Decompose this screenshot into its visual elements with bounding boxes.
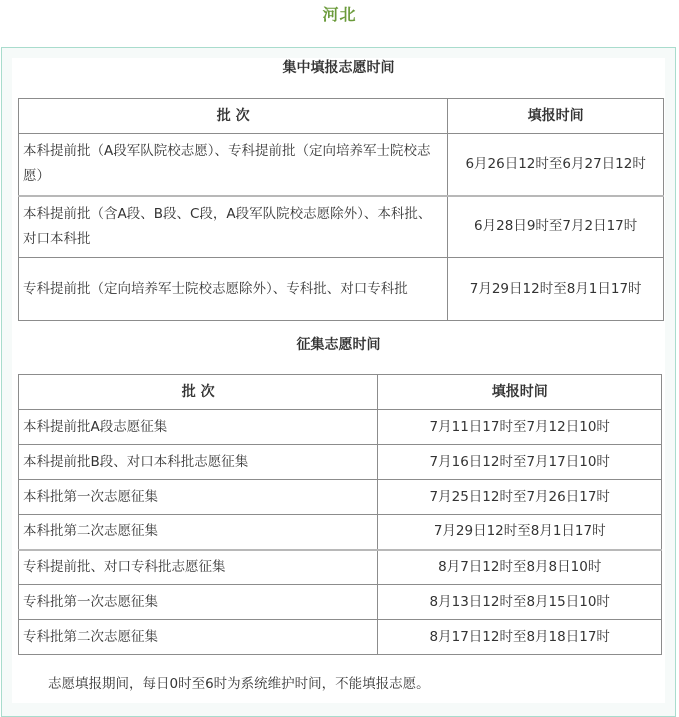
time-cell: 8月17日12时至8月18日17时 (378, 620, 662, 655)
time-cell: 8月13日12时至8月15日10时 (378, 585, 662, 620)
table-row (19, 550, 662, 585)
table-row (19, 515, 662, 550)
batch-cell: 本科批第一次志愿征集 (19, 480, 378, 515)
column-header-time: 填报时间 (378, 375, 662, 410)
time-cell: 6月28日9时至7月2日17时 (448, 196, 664, 258)
time-cell: 7月11日17时至7月12日10时 (378, 410, 662, 445)
table-header-row (19, 99, 664, 134)
table-row (19, 134, 664, 196)
batch-cell: 本科提前批（A段军队院校志愿）、专科提前批（定向培养军士院校志愿） (19, 134, 448, 196)
table-row (19, 480, 662, 515)
table-row (19, 196, 664, 258)
schedule-container (1, 47, 676, 717)
concentrated-schedule-table (18, 98, 664, 321)
batch-cell: 本科提前批（含A段、B段、C段，A段军队院校志愿除外）、本科批、对口本科批 (19, 196, 448, 258)
table-row (19, 620, 662, 655)
time-cell: 7月29日12时至8月1日17时 (378, 515, 662, 550)
column-header-batch: 批 次 (19, 375, 378, 410)
table-row (19, 585, 662, 620)
time-cell: 7月29日12时至8月1日17时 (448, 258, 664, 321)
table-row (19, 258, 664, 321)
time-cell: 7月16日12时至7月17日10时 (378, 445, 662, 480)
batch-cell: 本科提前批B段、对口本科批志愿征集 (19, 445, 378, 480)
table-row (19, 410, 662, 445)
time-cell: 6月26日12时至6月27日12时 (448, 134, 664, 196)
solicitation-section-title: 征集志愿时间 (296, 337, 381, 353)
concentrated-section-title: 集中填报志愿时间 (282, 60, 395, 76)
column-header-time: 填报时间 (448, 99, 664, 134)
batch-cell: 专科提前批、对口专科批志愿征集 (19, 550, 378, 585)
maintenance-note: 志愿填报期间，每日0时至6时为系统维护时间，不能填报志愿。 (48, 676, 430, 692)
batch-cell: 专科批第二次志愿征集 (19, 620, 378, 655)
time-cell: 7月25日12时至7月26日17时 (378, 480, 662, 515)
solicitation-schedule-table (18, 374, 662, 655)
time-cell: 8月7日12时至8月8日10时 (378, 550, 662, 585)
batch-cell: 本科提前批A段志愿征集 (19, 410, 378, 445)
table-header-row (19, 375, 662, 410)
batch-cell: 专科批第一次志愿征集 (19, 585, 378, 620)
region-title: 河北 (322, 5, 357, 24)
batch-cell: 本科批第二次志愿征集 (19, 515, 378, 550)
column-header-batch: 批 次 (19, 99, 448, 134)
table-row (19, 445, 662, 480)
schedule-panel (12, 58, 665, 703)
batch-cell: 专科提前批（定向培养军士院校志愿除外）、专科批、对口专科批 (19, 258, 448, 321)
